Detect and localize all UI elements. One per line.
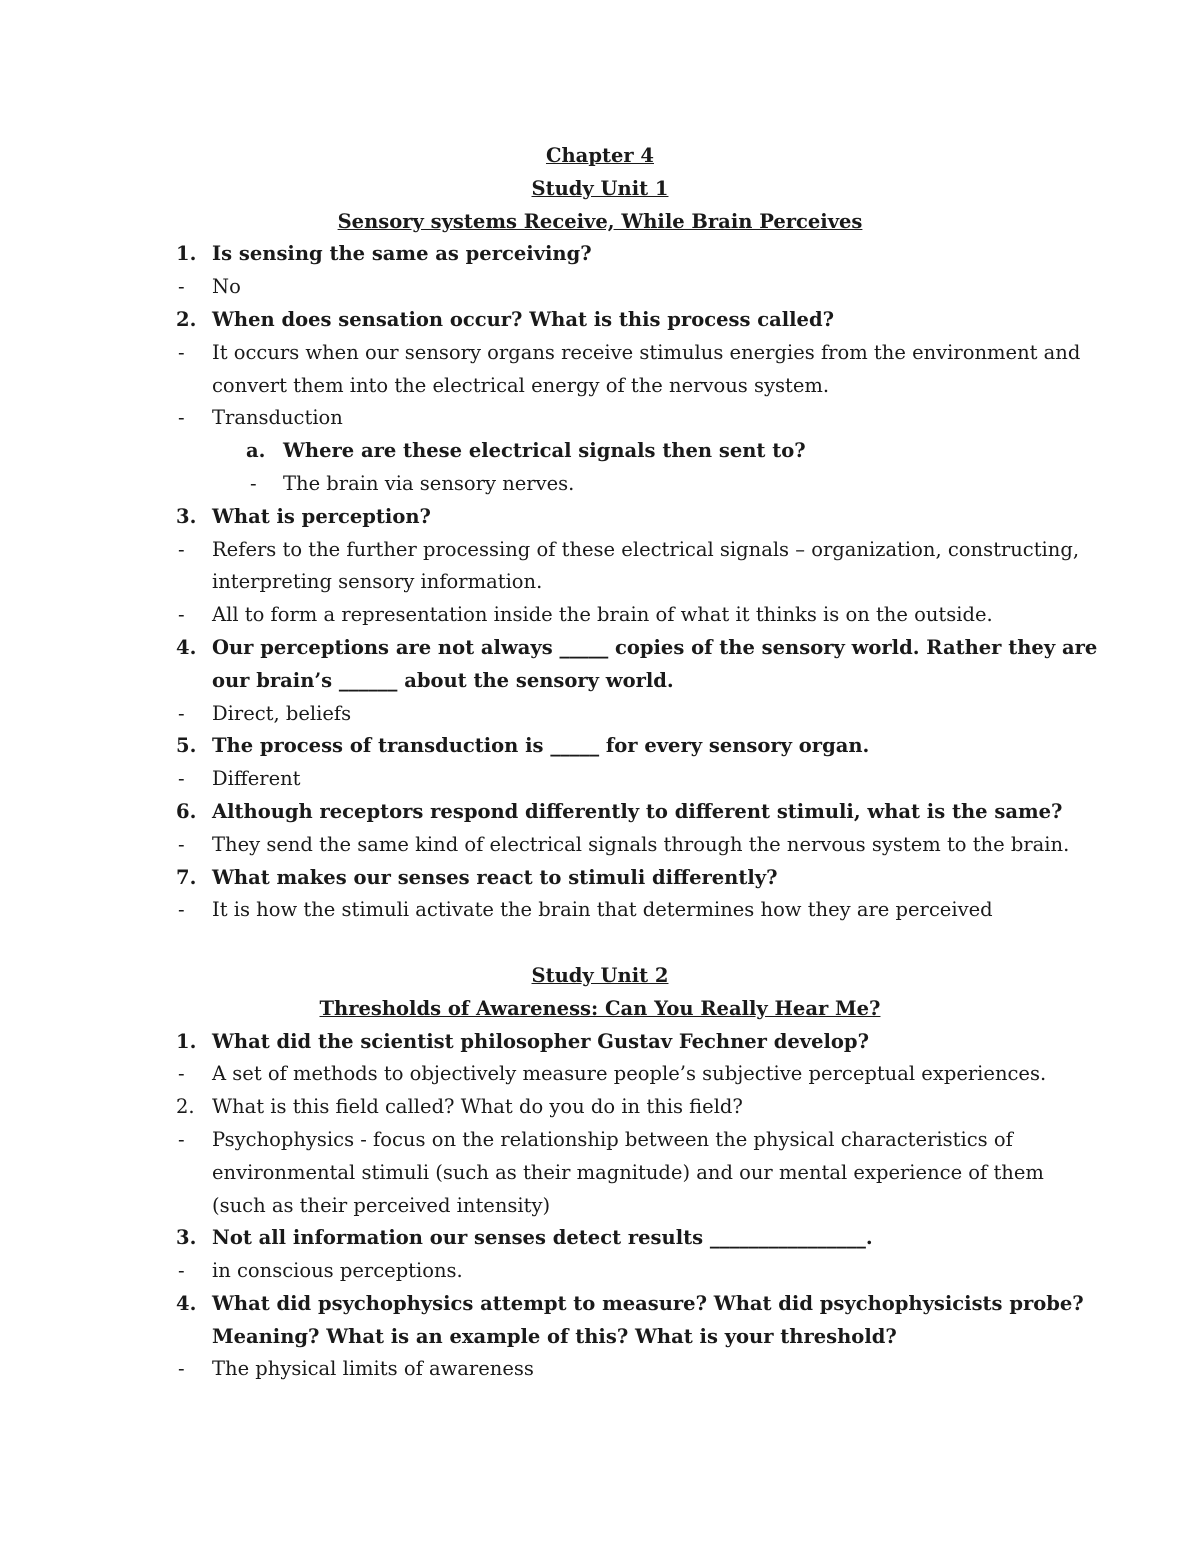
question-item <box>0 862 1200 895</box>
question-text: Meaning? What is an example of this? What is your threshold? <box>212 1324 897 1348</box>
question-text: The process of transduction is _____ for every sensory organ. <box>212 734 870 758</box>
chapter-heading: Chapter 4 <box>545 144 654 167</box>
answer-item <box>0 1353 1200 1386</box>
question-text: What is this field called? What do you do in this field? <box>212 1095 743 1119</box>
answer-text: in conscious perceptions. <box>212 1259 463 1283</box>
unit-title: Sensory systems Receive, While Brain Perceives <box>337 209 863 233</box>
bullet-dash: - <box>178 537 185 561</box>
question-number: 4. <box>176 1291 197 1315</box>
question-continuation <box>0 665 1200 698</box>
answer-continuation <box>0 1190 1200 1223</box>
answer-text: All to form a representation inside the brain of what it thinks is on the outside. <box>212 603 993 627</box>
question-item <box>0 1222 1200 1255</box>
bullet-dash: - <box>178 701 185 725</box>
question-text: What did psychophysics attempt to measure? What did psychophysicists probe? <box>212 1291 1084 1315</box>
question-item <box>0 501 1200 534</box>
question-text: What did the scientist philosopher Gustav Fechner develop? <box>212 1029 869 1053</box>
answer-item <box>0 1058 1200 1091</box>
question-number: 7. <box>176 865 197 889</box>
bullet-dash: - <box>178 767 185 791</box>
question-text: What is perception? <box>212 504 431 528</box>
subquestion-item <box>0 435 1200 468</box>
answer-item <box>0 763 1200 796</box>
question-number: 4. <box>176 635 197 659</box>
question-text: Is sensing the same as perceiving? <box>212 242 592 266</box>
bullet-dash: - <box>178 832 185 856</box>
bullet-dash: - <box>178 1127 185 1151</box>
subquestion-text: Where are these electrical signals then sent to? <box>283 439 806 463</box>
answer-text: (such as their perceived intensity) <box>212 1193 551 1217</box>
answer-item <box>0 829 1200 862</box>
unit-heading: Study Unit 2 <box>531 963 669 987</box>
document-page <box>0 140 1200 1386</box>
section-spacer <box>0 927 1200 960</box>
question-number: 1. <box>176 242 197 266</box>
question-number: 2. <box>176 307 197 331</box>
question-item <box>0 730 1200 763</box>
answer-item <box>0 271 1200 304</box>
unit-heading: Study Unit 1 <box>531 176 669 200</box>
answer-item <box>0 894 1200 927</box>
answer-text: interpreting sensory information. <box>212 570 543 594</box>
question-number: 3. <box>176 504 197 528</box>
answer-text: A set of methods to objectively measure people’s subjective perceptual experiences. <box>212 1062 1047 1086</box>
answer-item <box>0 698 1200 731</box>
answer-text: The physical limits of awareness <box>212 1357 534 1381</box>
question-number: 6. <box>176 799 197 823</box>
answer-text: No <box>212 275 241 299</box>
question-text: Although receptors respond differently to different stimuli, what is the same? <box>212 799 1063 823</box>
question-number: 3. <box>176 1226 197 1250</box>
question-item <box>0 632 1200 665</box>
bullet-dash: - <box>178 275 185 299</box>
bullet-dash: - <box>178 340 185 364</box>
question-continuation <box>0 1321 1200 1354</box>
answer-continuation <box>0 370 1200 403</box>
bullet-dash: - <box>178 898 185 922</box>
answer-item <box>0 337 1200 370</box>
answer-text: It is how the stimuli activate the brain that determines how they are perceived <box>212 898 993 922</box>
answer-item <box>0 534 1200 567</box>
answer-item <box>0 1124 1200 1157</box>
answer-text: Psychophysics - focus on the relationship between the physical characteristics of <box>212 1127 1013 1151</box>
answer-text: convert them into the electrical energy of the nervous system. <box>212 373 830 397</box>
unit-title: Thresholds of Awareness: Can You Really Hear Me? <box>319 996 881 1020</box>
subquestion-letter: a. <box>246 439 266 463</box>
answer-text: Transduction <box>212 406 343 430</box>
question-item <box>0 796 1200 829</box>
question-item <box>0 1288 1200 1321</box>
bullet-dash: - <box>178 1062 185 1086</box>
question-item <box>0 1091 1200 1124</box>
question-text: When does sensation occur? What is this process called? <box>212 307 835 331</box>
bullet-dash: - <box>178 1259 185 1283</box>
question-text: What makes our senses react to stimuli differently? <box>212 865 778 889</box>
answer-text: Refers to the further processing of these electrical signals – organization, constructing, <box>212 537 1080 561</box>
bullet-dash: - <box>178 603 185 627</box>
question-item <box>0 238 1200 271</box>
bullet-dash: - <box>178 1357 185 1381</box>
answer-text: Direct, beliefs <box>212 701 352 725</box>
answer-text: Different <box>212 767 301 791</box>
answer-item <box>0 402 1200 435</box>
answer-item <box>0 599 1200 632</box>
subanswer-item <box>0 468 1200 501</box>
answer-text: They send the same kind of electrical signals through the nervous system to the brain. <box>212 832 1070 856</box>
bullet-dash: - <box>250 471 257 495</box>
question-item <box>0 1026 1200 1059</box>
answer-text: It occurs when our sensory organs receive stimulus energies from the environment and <box>212 340 1081 364</box>
answer-text: The brain via sensory nerves. <box>283 471 575 495</box>
answer-continuation <box>0 1157 1200 1190</box>
question-number: 5. <box>176 734 197 758</box>
answer-text: environmental stimuli (such as their magnitude) and our mental experience of them <box>212 1160 1044 1184</box>
answer-continuation <box>0 566 1200 599</box>
bullet-dash: - <box>178 406 185 430</box>
question-text: Not all information our senses detect results ________________. <box>212 1226 873 1250</box>
question-number: 1. <box>176 1029 197 1053</box>
question-item <box>0 304 1200 337</box>
answer-item <box>0 1255 1200 1288</box>
question-text: Our perceptions are not always _____ copies of the sensory world. Rather they are <box>212 635 1098 659</box>
question-text: our brain’s ______ about the sensory world. <box>212 668 674 692</box>
question-number: 2. <box>176 1095 195 1119</box>
